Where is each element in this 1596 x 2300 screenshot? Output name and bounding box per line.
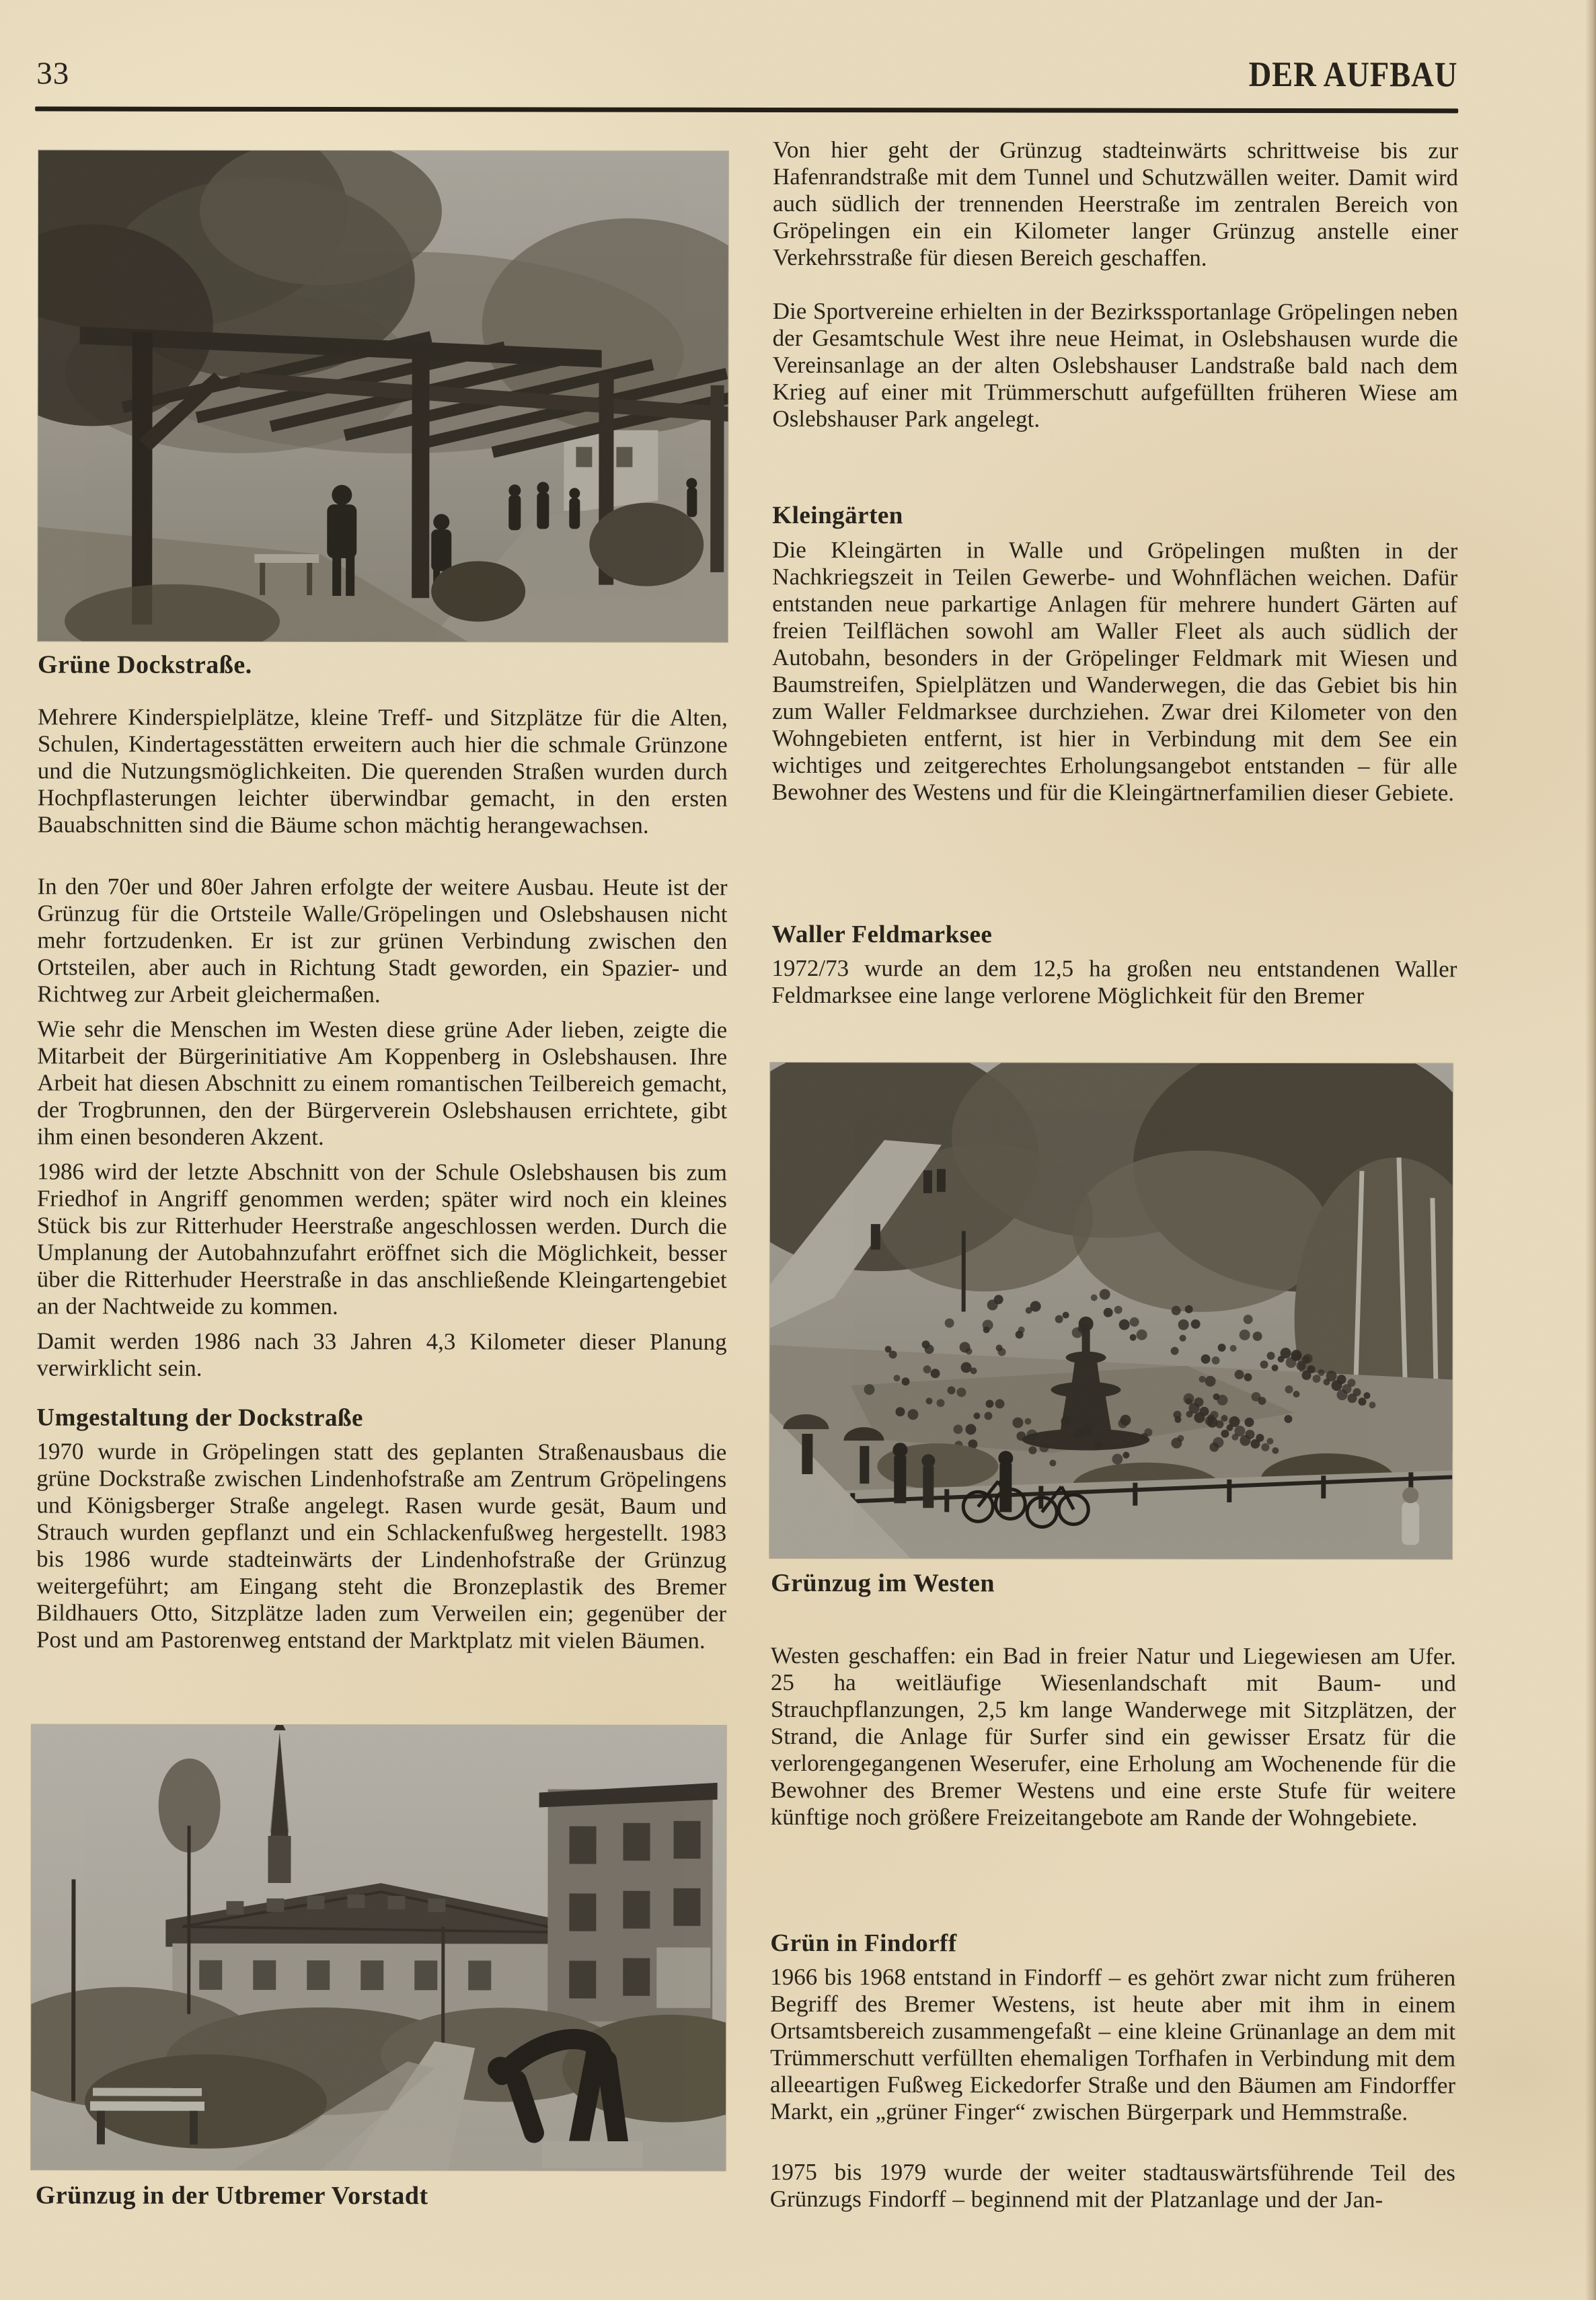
photo-westen-art bbox=[769, 1063, 1453, 1559]
paragraph-koppenberg: Wie sehr die Menschen im Westen diese grüne Ader lieben, zeigte die Mitarbeit der Bürgerinitiative Am Koppenberg in Oslebshausen. Ihre Arbeit hat diesen Abschnitt zu einem romantischen Teilbereich gemacht, der Trogbrunnen, den der Bürgerverein Oslebshausen errichtete, gibt ihm einen besonderen Akzent. bbox=[36, 1015, 728, 1151]
photo-utbremer-art bbox=[31, 1724, 726, 2170]
photo-pergola-art bbox=[38, 150, 728, 642]
paragraph-findorff-2: 1975 bis 1979 wurde der weiter stadtauswärtsführende Teil des Grünzugs Findorff – beginnend mit der Platzanlage und der Jan- bbox=[769, 2158, 1455, 2213]
paragraph-westen-geschaffen: Westen geschaffen: ein Bad in freier Natur und Liegewiesen am Ufer. 25 ha weitläufige Wiesenlandschaft mit Baum- und Strauchpflanzungen, 2,5 km lange Wanderwege mit Sitzplätzen, der Strand, die Anlage für Surfer sind ein gewisser Ersatz für die verlorengegangenen Weserufer, eine Erholung am Wochenende für die Bewohner des Bremer Westens und eine erste Stufe für weitere künftige noch größere Freizeitangebote am Rande der Wohngebiete. bbox=[770, 1642, 1456, 1831]
photo-pergola bbox=[38, 150, 728, 642]
photo-utbremer-caption: Grünzug in der Utbremer Vorstadt bbox=[35, 2181, 428, 2211]
paragraph-feldmarksee: 1972/73 wurde an dem 12,5 ha großen neu entstandenen Waller Feldmarksee eine lange verlorene Möglichkeit für den Bremer bbox=[771, 954, 1457, 1009]
paragraph-kleingaerten: Die Kleingärten in Walle und Gröpelingen mußten in der Nachkriegszeit in Teilen Gewerbe- und Wohnflächen weichen. Dafür entstanden neue parkartige Anlagen für mehrere hundert Gärten auf freien Teilflächen sowohl am Waller Fleet als auch südlich der Autobahn, besonders in der Gröpelinger Feldmark mit Wiesen und Baumstreifen, Spielplätzen und Wanderwegen, die das Gebiet bis hin zum Waller Feldmarksee durchziehen. Zwar drei Kilometer von den Wohngebieten entfernt, ist hier in Verbindung mit dem See ein wichtiges und zeitgerechtes Erholungsangebot entstanden – für alle Bewohner des Westens und für die Kleingärtnerfamilien dieser Gebiete. bbox=[771, 536, 1458, 806]
paragraph-findorff-1: 1966 bis 1968 entstand in Findorff – es gehört zwar nicht zum früheren Begriff des Bremer Westens, ist heute aber mit ihm in einem Ortsamtsbereich zusammengefaßt – eine kleine Grünanlage an dem mit Trümmerschutt verfüllten ehemaligen Torfhafen in Verbindung mit dem alleeartigen Fußweg Eickedorfer Straße und den Bäumen am Findorffer Markt, ein „grüner Finger“ zwischen Bürgerpark und Hemmstraße. bbox=[769, 1963, 1456, 2126]
photo-pergola-caption: Grüne Dockstraße. bbox=[37, 650, 252, 679]
photo-westen-caption: Grünzug im Westen bbox=[771, 1568, 995, 1598]
heading-waller-feldmarksee: Waller Feldmarksee bbox=[771, 920, 993, 949]
paragraph-dockstrasse-1: Mehrere Kinderspielplätze, kleine Treff- und Sitzplätze für die Alten, Schulen, Kindertagesstätten erweitern auch hier die schmale Grünzone und die Nutzungsmöglichkeiten. Die querenden Straßen wurden durch Hochpflasterungen leichter überwindbar gemacht, in den ersten Bauabschnitten sind die Bäume schon mächtig herangewachsen. bbox=[37, 703, 728, 839]
page-title: DER AUFBAU bbox=[1248, 54, 1458, 95]
page-number: 33 bbox=[36, 56, 70, 91]
photo-utbremer-vorstadt bbox=[31, 1724, 726, 2170]
paragraph-umgestaltung: 1970 wurde in Gröpelingen statt des geplanten Straßenausbaus die grüne Dockstraße zwischen Lindenhofstraße am Zentrum Gröpelingens und Königsberger Straße angelegt. Rasen wurde gesät, Baum und Strauch wurden gepflanzt und ein Schlackenfußweg hergestellt. 1983 bis 1986 wurde stadteinwärts der Lindenhofstraße der Grünzug weitergeführt; am Eingang steht die Bronzeplastik des Bremer Bildhauers Otto, Sitzplätze laden zum Verweilen ein; gegenüber der Post und am Pastorenweg entstand der Marktplatz mit vielen Bäumen. bbox=[36, 1438, 727, 1654]
header-rule bbox=[35, 106, 1458, 113]
photo-gruenzug-westen bbox=[769, 1063, 1453, 1559]
heading-gruen-in-findorff: Grün in Findorff bbox=[770, 1929, 957, 1958]
paragraph-gruenzug-stadteinwaerts: Von hier geht der Grünzug stadteinwärts schrittweise bis zur Hafenrandstraße mit dem Tunnel und Schutzwällen weiter. Damit wird auch südlich der trennenden Heerstraße im zentralen Bereich von Gröpelingen ein ein Kilometer langer Grünzug anstelle einer Verkehrsstraße für diesen Bereich geschaffen. bbox=[772, 136, 1459, 271]
paragraph-ausbau-70er: In den 70er und 80er Jahren erfolgte der weitere Ausbau. Heute ist der Grünzug für die Ortsteile Walle/Gröpelingen und Oslebshausen nicht mehr fortzudenken. Er ist zur grünen Verbindung zwischen den Ortsteilen, aber auch in Richtung Stadt geworden, ein Spazier- und Richtweg zur Arbeit gleichermaßen. bbox=[37, 873, 728, 1008]
heading-umgestaltung-dockstrasse: Umgestaltung der Dockstraße bbox=[36, 1404, 364, 1432]
paragraph-letzter-abschnitt: 1986 wird der letzte Abschnitt von der Schule Oslebshausen bis zum Friedhof in Angriff genommen werden; später wird noch ein kleines Stück bis zur Ritterhuder Heerstraße angeschlossen werden. Durch die Umplanung der Autobahnzufahrt eröffnet sich die Möglichkeit, besser über die Ritterhuder Heerstraße in das anschließende Kleingartengebiet an der Nachtweide zu kommen. bbox=[36, 1158, 727, 1320]
paragraph-sportvereine: Die Sportvereine erhielten in der Bezirkssportanlage Gröpelingen neben der Gesamtschule West ihre neue Heimat, in Oslebshausen wurde die Vereinsanlage an der alten Oslebshauser Landstraße bald nach dem Krieg auf einer mit Trümmerschutt aufgefüllten früheren Wiese am Oslebshauser Park angelegt. bbox=[772, 297, 1458, 432]
heading-kleingaerten: Kleingärten bbox=[772, 501, 903, 530]
paragraph-43-kilometer: Damit werden 1986 nach 33 Jahren 4,3 Kilometer dieser Planung verwirklicht sein. bbox=[36, 1328, 727, 1381]
